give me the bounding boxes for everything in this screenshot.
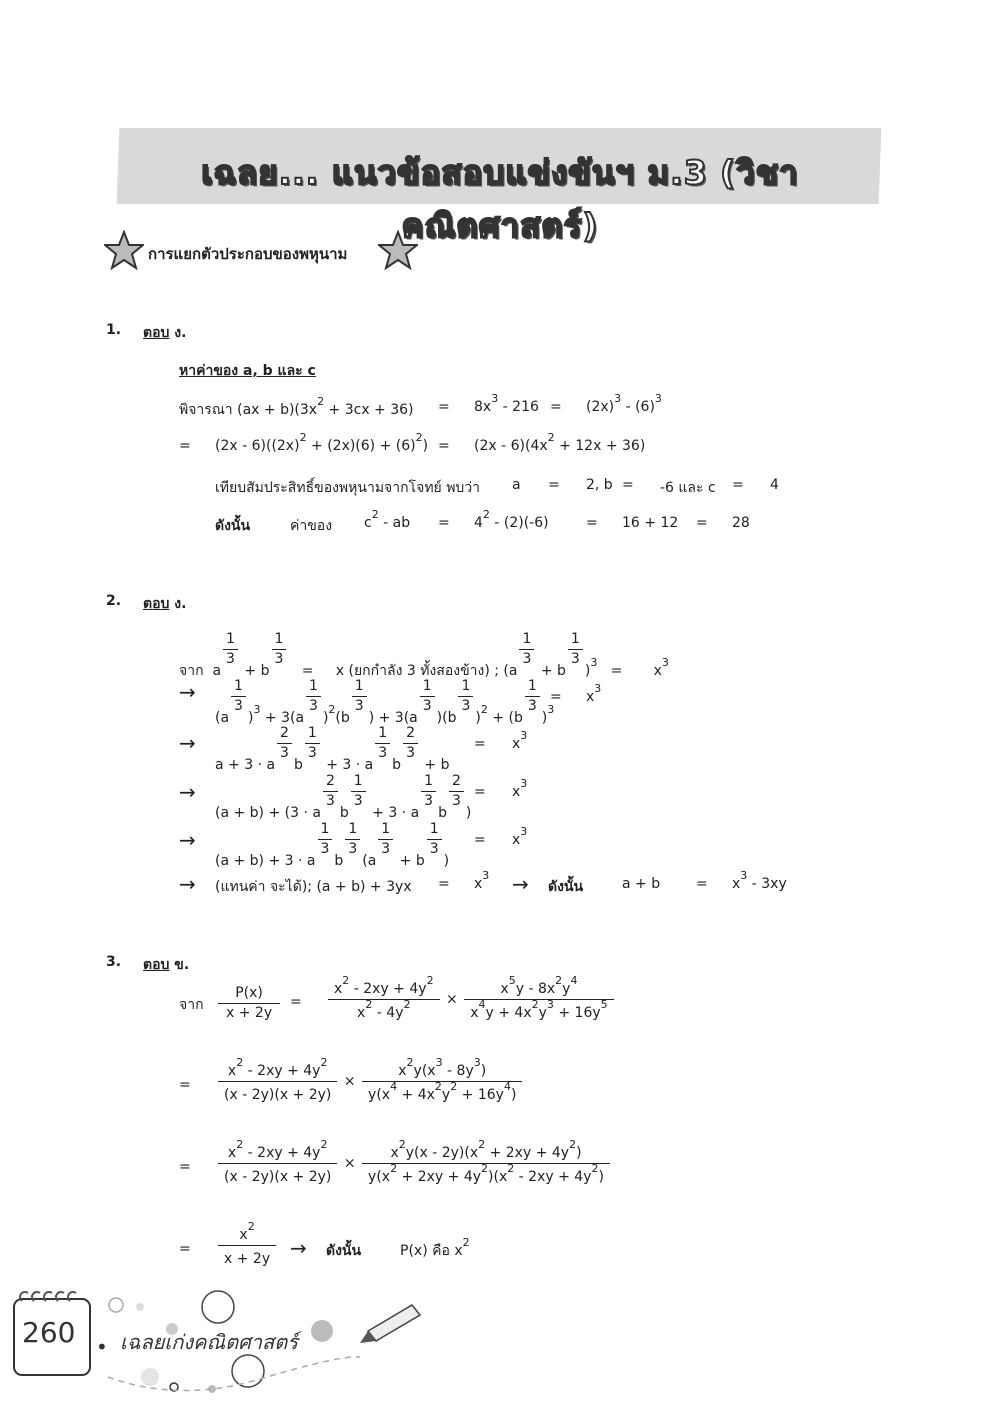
q1-result: 28 xyxy=(732,515,750,531)
q1-line3-v3: 4 xyxy=(770,477,779,493)
therefore-label: ดังนั้น xyxy=(215,518,251,534)
answer: ตอบ ข. xyxy=(143,957,190,973)
page-number: 260 xyxy=(22,1316,76,1349)
equals: = xyxy=(732,477,744,493)
section-title: การแยกตัวประกอบของพหุนาม xyxy=(148,245,348,263)
arrow-icon: → xyxy=(179,872,196,896)
q2-line5: (a + b) + 3 · a $\frac{1}{3}$ b $\frac{1}{3}$ (a $\frac{1}{3}$ + b $\frac{1}{3}$ ) xyxy=(215,821,450,869)
q2-line2: (a $\frac{1}{3}$ )$^3$ + 3(a $\frac{1}{3}$ )$^2$(b $\frac{1}{3}$ ) + 3(a $\frac{1}{3}$ )(b $\frac{1}{3}$ )$^2$ + (b $\frac{1}{3}$ )$^3$ xyxy=(215,678,555,726)
fraction-step3: $\frac{x^2 - 2xy + 4y^2}{(x - 2y)(x + 2y)}$ × $\frac{x^2y(x - 2y)(x^2 + 2xy + 4y^2)}{y(x^2 + 2xy + 4y^2)(x^2 - 2xy + 4y^2)}$ xyxy=(216,1140,612,1187)
equals: = xyxy=(550,399,562,415)
q2-result: $x^3 - 3xy$ xyxy=(732,869,787,892)
equals: = xyxy=(586,515,598,531)
equals: = xyxy=(696,876,708,892)
arrow-icon: → xyxy=(179,680,196,704)
page-title: เฉลย... แนวข้อสอบแข่งขันฯ ม.3 (วิชาคณิตศาสตร์) xyxy=(201,153,799,245)
fraction-px: $\frac{P(x)}{x + 2y}$ xyxy=(216,984,282,1023)
equals: = xyxy=(290,994,302,1010)
equals: = xyxy=(438,438,450,454)
q2-a-plus-b: a + b xyxy=(622,876,661,892)
q1-line1-mid: $8x^3 - 216$ xyxy=(474,392,539,415)
bullet-dot: • xyxy=(96,1335,108,1359)
x-cubed: $x^3$ xyxy=(586,682,602,705)
arrow-icon: → xyxy=(512,872,529,896)
equals: = xyxy=(696,515,708,531)
q2-line3: a + 3 · a $\frac{2}{3}$ b $\frac{1}{3}$ + 3 · a $\frac{1}{3}$ b $\frac{2}{3}$ + b xyxy=(215,725,450,773)
equals: = xyxy=(474,784,486,800)
q1-line3-v2: -6 และ c xyxy=(660,480,716,496)
equals: = xyxy=(179,1077,191,1093)
arrow-icon: → xyxy=(290,1236,307,1260)
answer: ตอบ ง. xyxy=(143,596,187,612)
q1-line3-v1: 2, b xyxy=(586,477,613,493)
equals: = xyxy=(438,515,450,531)
x-cubed: $x^3$ xyxy=(512,777,528,800)
from-label: จาก xyxy=(179,997,204,1013)
equals: = xyxy=(438,399,450,415)
question-number: 2. xyxy=(106,593,122,609)
arrow-icon: → xyxy=(179,780,196,804)
star-icon xyxy=(104,230,144,270)
q3-result: P(x) คือ $x^2$ xyxy=(400,1236,470,1259)
book-title: เฉลยเก่งคณิตศาสตร์ xyxy=(120,1330,298,1354)
q1-line1-rhs: $(2x)^3 - (6)^3$ xyxy=(586,392,662,415)
arrow-icon: → xyxy=(179,828,196,852)
therefore-label: ดังนั้น xyxy=(548,879,584,895)
q1-line3-text: เทียบสัมประสิทธิ์ของพหุนามจากโจทย์ พบว่า xyxy=(215,480,481,496)
equals: = xyxy=(179,438,191,454)
equals: = xyxy=(474,832,486,848)
x-cubed: $x^3$ xyxy=(474,869,490,892)
fraction-final: $\frac{x^2}{x + 2y}$ xyxy=(216,1222,278,1269)
q1-line2-lhs: $(2x - 6)((2x)^2 + (2x)(6) + (6)^2)$ xyxy=(215,431,429,454)
question-number: 1. xyxy=(106,322,122,338)
arrow-icon: → xyxy=(179,731,196,755)
answer: ตอบ ง. xyxy=(143,325,187,341)
star-icon xyxy=(378,230,418,270)
q2-line4: (a + b) + (3 · a $\frac{2}{3}$ b $\frac{1}{3}$ + 3 · a $\frac{1}{3}$ b $\frac{2}{3}$ ) xyxy=(215,773,472,821)
x-cubed: $x^3$ xyxy=(512,825,528,848)
q2-line1: จาก a $\frac{1}{3}$ + b $\frac{1}{3}$ = x (ยกกำลัง 3 ทั้งสองข้าง) ; (a $\frac{1}{3}$ + b $\frac{1}{3}$ )$^3$ = $x^3$ xyxy=(179,631,669,679)
x-cubed: $x^3$ xyxy=(512,729,528,752)
q1-line4-sub: $4^2 - (2)(-6)$ xyxy=(474,508,549,531)
q1-line1-lhs: พิจารณา $(ax + b)(3x^2 + 3cx + 36)$ xyxy=(179,395,414,418)
equals: = xyxy=(474,736,486,752)
equals: = xyxy=(622,477,634,493)
equals: = xyxy=(550,689,562,705)
q1-line3-a: a xyxy=(512,477,521,493)
therefore-label: ดังนั้น xyxy=(326,1243,362,1259)
equals: = xyxy=(179,1159,191,1175)
q2-line6-lhs: (แทนค่า จะได้); (a + b) + 3yx xyxy=(215,879,412,895)
question-number: 3. xyxy=(106,954,122,970)
fraction-main: $\frac{x^2 - 2xy + 4y^2}{x^2 - 4y^2}$ × $\frac{x^5y - 8x^2y^4}{x^4y + 4x^2y^3 + 16y^5}$ xyxy=(326,976,616,1023)
q1-line2-rhs: $(2x - 6)(4x^2 + 12x + 36)$ xyxy=(474,431,646,454)
fraction-step2: $\frac{x^2 - 2xy + 4y^2}{(x - 2y)(x + 2y)}$ × $\frac{x^2y(x^3 - 8y^3)}{y(x^4 + 4x^2y^2 + 16y^4)}$ xyxy=(216,1058,524,1105)
equals: = xyxy=(548,477,560,493)
equals: = xyxy=(179,1241,191,1257)
equals: = xyxy=(438,876,450,892)
subtitle: หาค่าของ a, b และ c xyxy=(179,363,316,379)
q1-line4-expr: $c^2$ - ab xyxy=(364,508,411,531)
q1-line4-sum: 16 + 12 xyxy=(622,515,679,531)
value-of-label: ค่าของ xyxy=(290,518,333,534)
